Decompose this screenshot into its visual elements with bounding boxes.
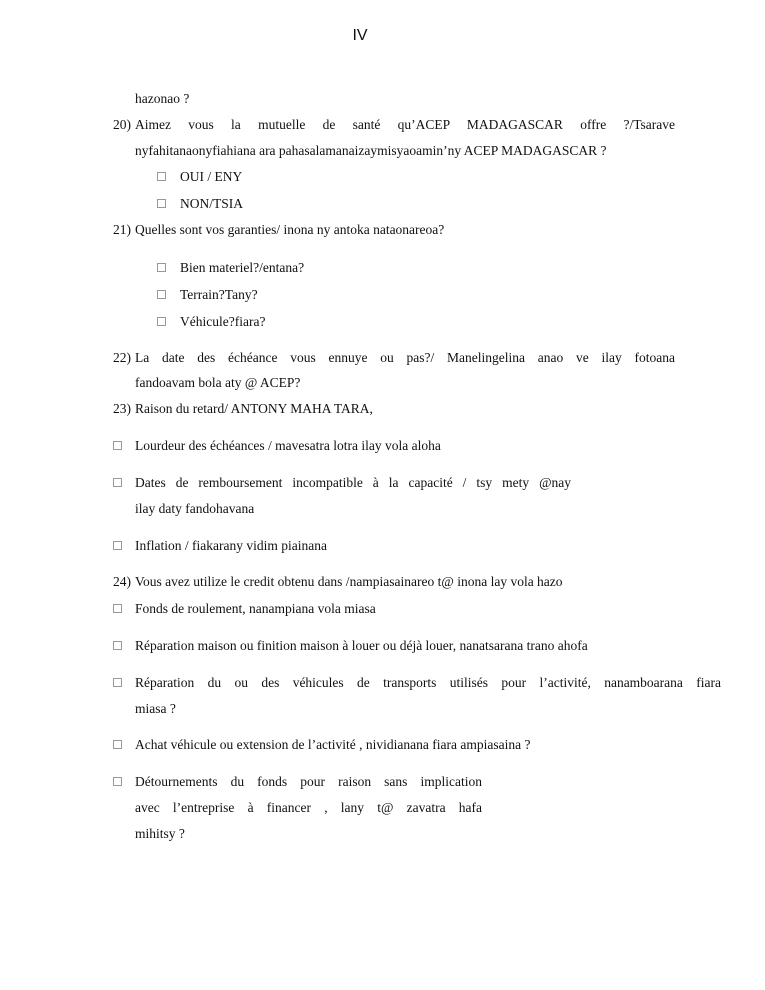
checkbox-terrain[interactable] [157, 290, 166, 299]
question-20-number: 20) [113, 117, 131, 132]
option-bien-materiel: Bien materiel?/entana? [180, 260, 305, 275]
checkbox-vehicule[interactable] [157, 317, 166, 326]
option-dates-line-2: ilay daty fandohavana [135, 501, 255, 516]
option-fonds-roulement: Fonds de roulement, nanampiana vola miasa [135, 601, 376, 616]
question-21-text: Quelles sont vos garanties/ inona ny antoka nataonareoa? [135, 222, 445, 237]
option-reparation-vehicules-line-2: miasa ? [135, 701, 176, 716]
question-24-number: 24) [113, 574, 131, 589]
checkbox-dates-remboursement[interactable] [113, 478, 122, 487]
option-oui: OUI / ENY [180, 169, 243, 184]
checkbox-achat-vehicule[interactable] [113, 740, 122, 749]
option-detournements-line-2: avec l’entreprise à financer , lany t@ zavatra hafa [135, 800, 482, 815]
checkbox-oui[interactable] [157, 172, 166, 181]
question-22-number: 22) [113, 350, 131, 365]
option-dates-line-1: Dates de remboursement incompatible à la capacité / tsy mety @nay [135, 475, 571, 490]
checkbox-detournements[interactable] [113, 777, 122, 786]
checkbox-lourdeur[interactable] [113, 441, 122, 450]
option-detournements-line-3: mihitsy ? [135, 826, 185, 841]
question-24-text: Vous avez utilize le credit obtenu dans /nampiasainareo t@ inona lay vola hazo [135, 574, 563, 589]
option-reparation-vehicules-line-1: Réparation du ou des véhicules de transports utilisés pour l’activité, nanamboarana fiara [135, 675, 721, 690]
question-23-number: 23) [113, 401, 131, 416]
option-reparation-maison: Réparation maison ou finition maison à louer ou déjà louer, nanatsarana trano ahofa [135, 638, 588, 653]
checkbox-reparation-maison[interactable] [113, 641, 122, 650]
option-lourdeur: Lourdeur des échéances / mavesatra lotra ilay vola aloha [135, 438, 441, 453]
option-non: NON/TSIA [180, 196, 243, 211]
checkbox-inflation[interactable] [113, 541, 122, 550]
checkbox-fonds-roulement[interactable] [113, 604, 122, 613]
option-inflation: Inflation / fiakarany vidim piainana [135, 538, 327, 553]
checkbox-bien-materiel[interactable] [157, 263, 166, 272]
option-detournements-line-1: Détournements du fonds pour raison sans implication [135, 774, 482, 789]
question-21-number: 21) [113, 222, 131, 237]
question-23-text: Raison du retard/ ANTONY MAHA TARA, [135, 401, 373, 416]
option-vehicule: Véhicule?fiara? [180, 314, 266, 329]
question-20-line-1: Aimez vous la mutuelle de santé qu’ACEP MADAGASCAR offre ?/Tsarave [135, 117, 675, 132]
question-22-line-1: La date des échéance vous ennuye ou pas?/ Manelingelina anao ve ilay fotoana [135, 350, 675, 365]
option-achat-vehicule: Achat véhicule ou extension de l’activité , nividianana fiara ampiasaina ? [135, 737, 531, 752]
checkbox-reparation-vehicules[interactable] [113, 678, 122, 687]
continuation-text: hazonao ? [135, 91, 190, 106]
checkbox-non[interactable] [157, 199, 166, 208]
page-number: IV [352, 27, 368, 44]
question-20-line-2: nyfahitanaonyfiahiana ara pahasalamanaizaymisyaoamin’ny ACEP MADAGASCAR ? [135, 143, 607, 158]
option-terrain: Terrain?Tany? [180, 287, 258, 302]
question-22-line-2: fandoavam bola aty @ ACEP? [135, 375, 301, 390]
